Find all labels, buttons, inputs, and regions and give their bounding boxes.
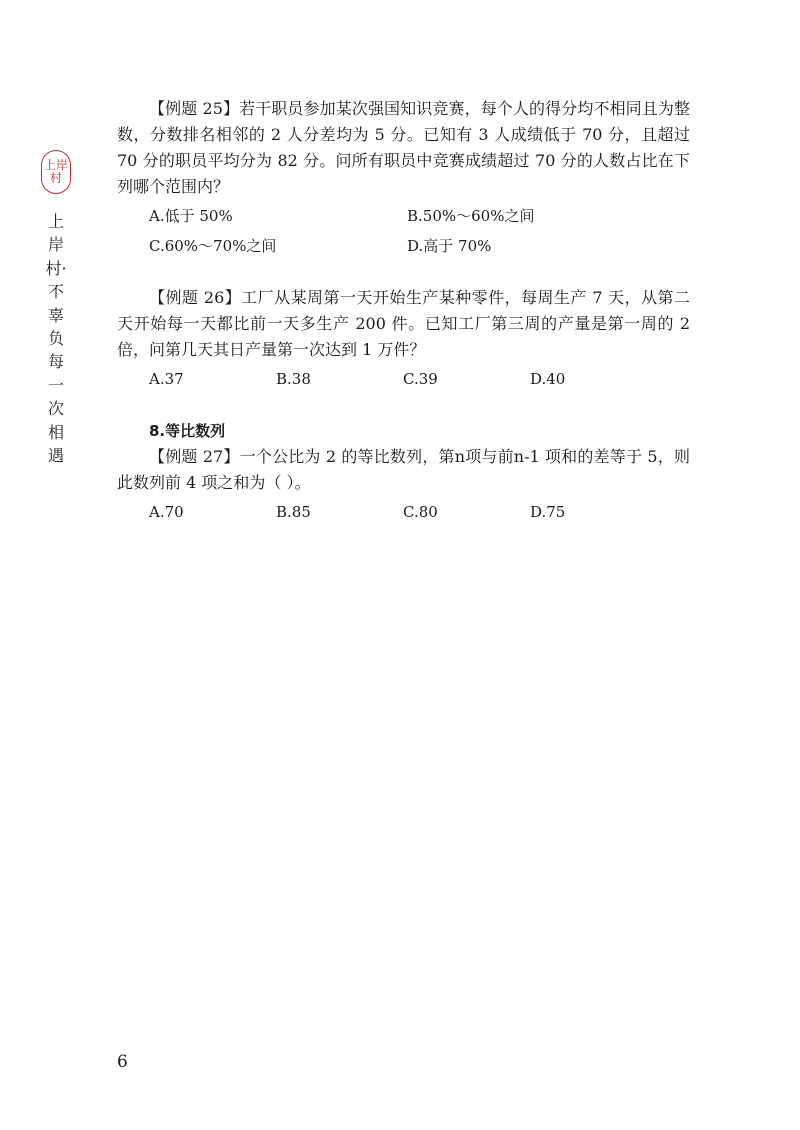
question-text: 【例题 27】一个公比为 2 的等比数列，第n项与前n-1 项和的差等于 5，则此数列前 4 项之和为（ ）。: [117, 447, 690, 492]
question-text: 【例题 25】若干职员参加某次强国知识竞赛，每个人的得分均不相同且为整数，分数排名相邻的 2 人分差均为 5 分。已知有 3 人成绩低于 70 分，且超过 70 分的职员平均分为 82 分。问所有职员中竞赛成绩超过 70 分的人数占比在下列哪个范围内？: [117, 99, 690, 196]
option-d: D.40: [530, 370, 566, 388]
option-c: C.80: [403, 503, 438, 521]
page-number: 6: [117, 1052, 128, 1072]
question-text: 【例题 26】工厂从某周第一天开始生产某种零件，每周生产 7 天，从第二天开始每一天都比前一天多生产 200 件。已知工厂第三周的产量是第一周的 2 倍，问第几天其日产量第一次达到 1 万件？: [117, 288, 690, 359]
option-d: D.75: [530, 503, 566, 521]
option-c: C.39: [403, 370, 438, 388]
option-b: B.38: [276, 370, 311, 388]
side-slogan: 上岸村·不辜负每一次相遇: [45, 212, 67, 466]
seal-text: 上岸村: [44, 158, 69, 185]
option-c: C.60%～70%之间: [149, 237, 277, 255]
page-content: [117, 96, 690, 527]
question-26: [117, 285, 690, 394]
question-27: [117, 444, 690, 527]
option-d: D.高于 70%: [407, 237, 492, 255]
option-b: B.85: [276, 503, 311, 521]
options-list: [117, 201, 690, 261]
options-list: [117, 497, 690, 527]
option-a: A.70: [149, 503, 184, 521]
option-a: A.低于 50%: [149, 207, 233, 225]
question-25: [117, 96, 690, 261]
section-title: 8.等比数列: [149, 422, 226, 440]
options-list: [117, 364, 690, 394]
option-b: B.50%～60%之间: [407, 207, 535, 225]
option-a: A.37: [149, 370, 184, 388]
seal-logo: [41, 150, 71, 194]
section-8: [117, 418, 690, 444]
